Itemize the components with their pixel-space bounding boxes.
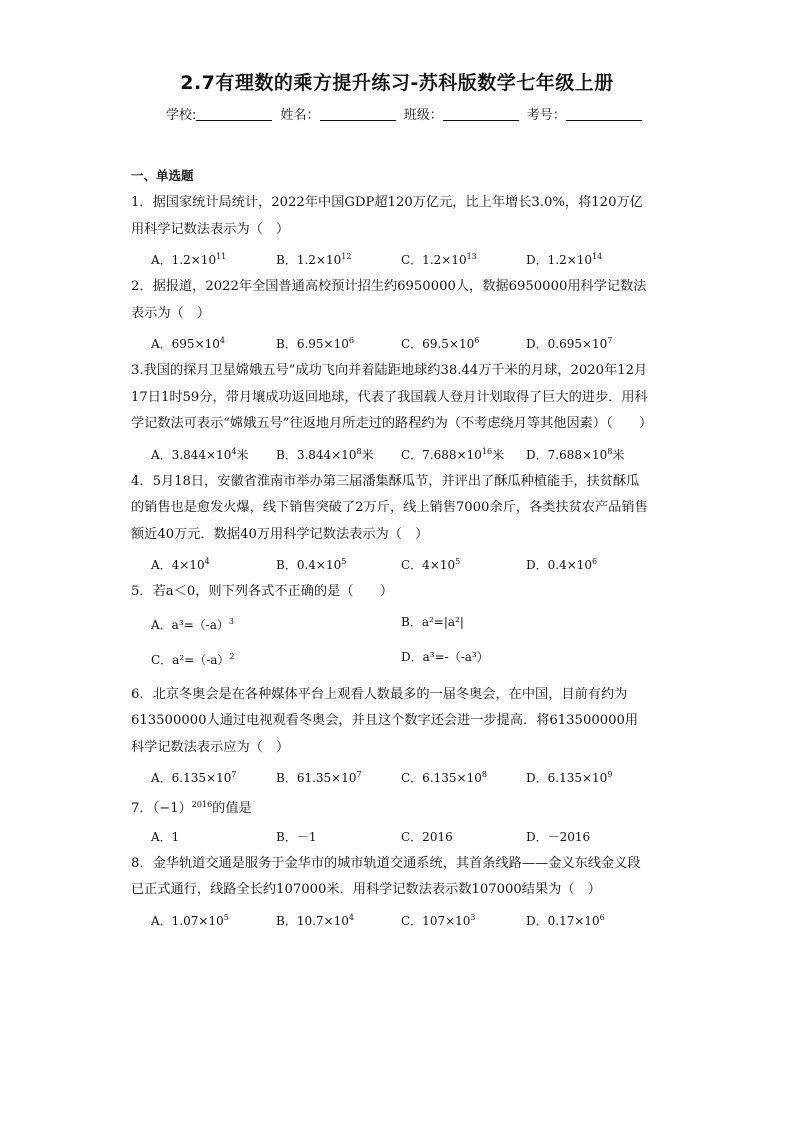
options-row xyxy=(151,647,651,670)
option-b[interactable]: B．$3.844\times 10^8$米 xyxy=(276,446,374,462)
question-text: 1．据国家统计局统计，2022年中国GDP超120万亿元，比上年增长3.0%，将120万亿用科学记数法表示为（ ） xyxy=(131,195,643,237)
option-d[interactable]: D．$0.695\times 10^7$ xyxy=(526,336,613,351)
question-text: 4．5月18日，安徽省淮南市举办第三届潘集酥瓜节，并评出了酥瓜种植能手，扶贫酥瓜的销售也是愈发火爆，线下销售突破了2万斤，线上销售7000余斤，各类扶贫农产品销售额近40万元．数据40万用科学记数法表示为（ ） xyxy=(131,473,648,542)
option-c[interactable]: C．$7.688\times 10^{16}$米 xyxy=(401,446,505,462)
option-c[interactable]: C．2016 xyxy=(401,829,453,844)
option-d[interactable]: D．$0.17\times 10^6$ xyxy=(526,912,605,928)
options-row xyxy=(151,765,651,788)
question-text: 5．若a＜0，则下列各式不正确的是（ ） xyxy=(131,584,394,599)
option-a[interactable]: A．$695\times 10^4$ xyxy=(151,336,225,351)
option-b[interactable]: B．－1 xyxy=(276,829,317,844)
option-a[interactable]: A．$3.844\times 10^4$米 xyxy=(151,446,249,462)
options-row xyxy=(151,442,651,465)
class-label: 班级： xyxy=(403,108,443,123)
questions-container xyxy=(131,190,651,935)
option-c[interactable]: C．$6.135\times 10^8$ xyxy=(401,770,487,785)
option-c[interactable]: C．$69.5\times 10^6$ xyxy=(401,336,480,351)
options-row xyxy=(151,612,651,635)
option-a[interactable]: A．$a^3=(-a)^3$ xyxy=(151,616,234,632)
exam-number-label: 考号： xyxy=(526,108,566,123)
option-b[interactable]: B．$6.95\times 10^6$ xyxy=(276,336,354,351)
page-title: 2.7有理数的乘方提升练习-苏科版数学七年级上册 xyxy=(180,72,614,94)
option-c[interactable]: C．$1.2\times 10^{13}$ xyxy=(401,252,477,267)
question-text: 6．北京冬奥会是在各种媒体平台上观看人数最多的一届冬奥会，在中国，目前有约为613500000人通过电视观看冬奥会，并且这个数字还会进一步提高．将613500000用科学记数法表示应为（ ） xyxy=(131,686,639,755)
school-blank[interactable] xyxy=(196,108,272,121)
class-blank[interactable] xyxy=(443,108,519,121)
question-text: 8．金华轨道交通是服务于金华市的城市轨道交通系统，其首条线路——金义东线金义段已正式通行，线路全长约107000米．用科学记数法表示数107000结果为（ ） xyxy=(131,855,641,897)
option-d[interactable]: D．$6.135\times 10^9$ xyxy=(526,770,613,785)
exam-number-blank[interactable] xyxy=(566,108,642,121)
option-b[interactable]: B．$0.4\times 10^5$ xyxy=(276,557,347,572)
options-row xyxy=(151,908,651,931)
school-label: 学校: xyxy=(166,108,197,123)
option-d[interactable]: D．$1.2\times 10^{14}$ xyxy=(526,252,603,267)
question-text: 3.我国的探月卫星嫦娥五号”成功飞向并着陆距地球约38.44万千米的月球，2020年12月17日1时59分，带月壤成功返回地球，代表了我国载人登月计划取得了巨大的进步．用科学记数法可表示“嫦娥五号”往返地月所走过的路程约为（不考虑绕月等其他因素）（ ） xyxy=(131,363,653,431)
section-title: 一、单选题 xyxy=(131,168,194,183)
student-info-line xyxy=(166,104,646,123)
option-b[interactable]: B．$10.7\times 10^4$ xyxy=(276,912,354,928)
options-row xyxy=(151,827,651,847)
option-a[interactable]: A．$1.2\times 10^{11}$ xyxy=(151,252,227,267)
option-a[interactable]: A．$6.135\times 10^7$ xyxy=(151,770,237,785)
option-d[interactable]: D．－2016 xyxy=(526,829,591,844)
option-d[interactable]: D．$0.4\times 10^6$ xyxy=(526,557,598,572)
option-d[interactable]: D．a³=-（-a³） xyxy=(401,649,489,664)
option-a[interactable]: A．$4\times 10^4$ xyxy=(151,557,210,572)
name-blank[interactable] xyxy=(320,108,396,121)
options-row xyxy=(151,331,651,354)
option-c[interactable]: C．$107\times 10^3$ xyxy=(401,912,476,928)
option-b[interactable]: B．$1.2\times 10^{12}$ xyxy=(276,252,352,267)
question-text: 7．$(-1)^{2016}$的值是 xyxy=(131,800,252,816)
option-a[interactable]: A．1 xyxy=(151,829,180,844)
option-b[interactable]: B．$61.35\times 10^7$ xyxy=(276,770,362,785)
question-text: 2．据报道，2022年全国普通高校预计招生约6950000人，数据6950000用科学记数法表示为（ ） xyxy=(131,279,647,321)
name-label: 姓名： xyxy=(280,108,320,123)
option-d[interactable]: D．$7.688\times 10^8$米 xyxy=(526,446,625,462)
options-row xyxy=(151,552,651,575)
option-b[interactable]: B．a²=|a²| xyxy=(401,614,464,629)
option-a[interactable]: A．$1.07\times 10^5$ xyxy=(151,912,229,928)
option-c[interactable]: C．$4\times 10^5$ xyxy=(401,557,461,572)
options-row xyxy=(151,247,651,270)
option-c[interactable]: C．$a^2=(-a)^2$ xyxy=(151,651,235,667)
